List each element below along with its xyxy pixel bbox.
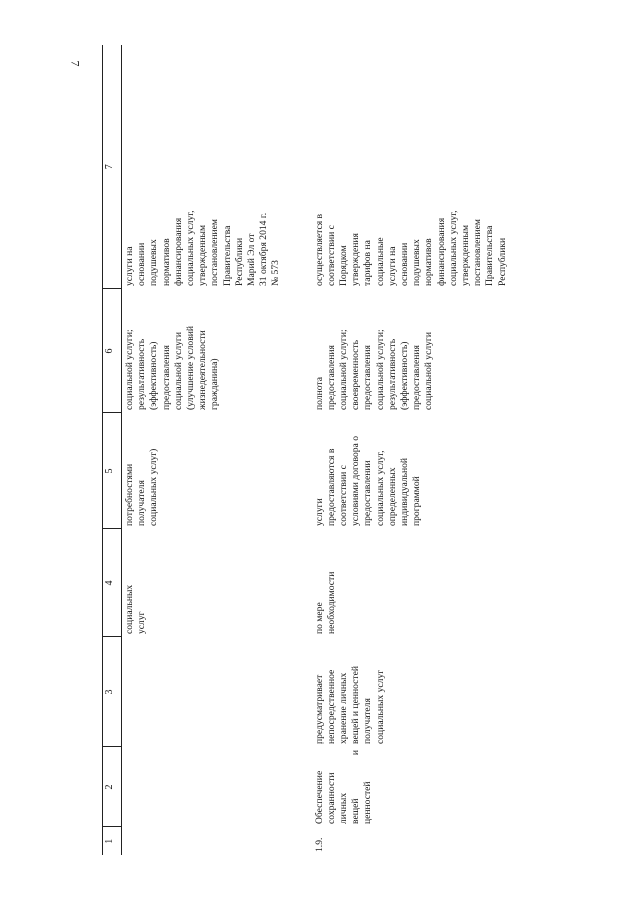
header-cell: 4 (103, 529, 122, 637)
page-number: 7 (68, 60, 83, 67)
services-table (102, 45, 542, 855)
row-number-cell (122, 827, 312, 855)
service-content-cell: предусматривает непосредственное хранение личных вещей и ценностей получателя социальных услуг (313, 666, 386, 744)
service-term-cell: социальных услуг (124, 584, 148, 634)
conditions-cell: осуществляется в соответствии с Порядком утверждения тарифов на социальные услуги на основании подушевых нормативов финансирования социальных услуг, утвержденным постановлением Правительства Республики (313, 210, 508, 286)
service-standard-cell: потребностями получателя социальных услуг) (124, 448, 160, 526)
service-content-cell (122, 637, 312, 747)
header-cell: 2 (103, 747, 122, 827)
quality-indicators-cell: полнота предоставления социальной услуги; своевременность предоставления социальной услуги; результативность (эффективность) предоставления социальной услуги (313, 329, 435, 410)
header-cell: 6 (103, 289, 122, 413)
row-number-cell: 1.9. (313, 837, 325, 852)
header-cell: 3 (103, 637, 122, 747)
service-standard-cell: услуги предоставляются в соответствии с условиями договора о предоставлении социальных услуг, определенных индивидуальной программой (313, 435, 423, 526)
header-cell: 1 (103, 827, 122, 855)
service-name-cell: Обеспечение сохранности личных вещей и ценностей (313, 750, 374, 824)
table-row (122, 45, 312, 855)
service-term-cell: по мере необходимости (313, 571, 337, 634)
table-row (312, 45, 542, 855)
service-name-cell (122, 747, 312, 827)
rotated-table-wrapper (102, 45, 572, 855)
conditions-cell: услуги на основании подушевых нормативов финансирования социальных услуг, утвержденным постановлением Правительства Республики Марий Эл от 31 октября 2014 г. № 573 (124, 210, 282, 286)
header-cell: 7 (103, 45, 122, 289)
quality-indicators-cell: социальной услуги; результативность (эффективность) предоставления социальной услуги (улучшение условий жизнедеятельности гражданина) (124, 326, 221, 410)
header-cell: 5 (103, 413, 122, 529)
header-row (103, 45, 122, 855)
